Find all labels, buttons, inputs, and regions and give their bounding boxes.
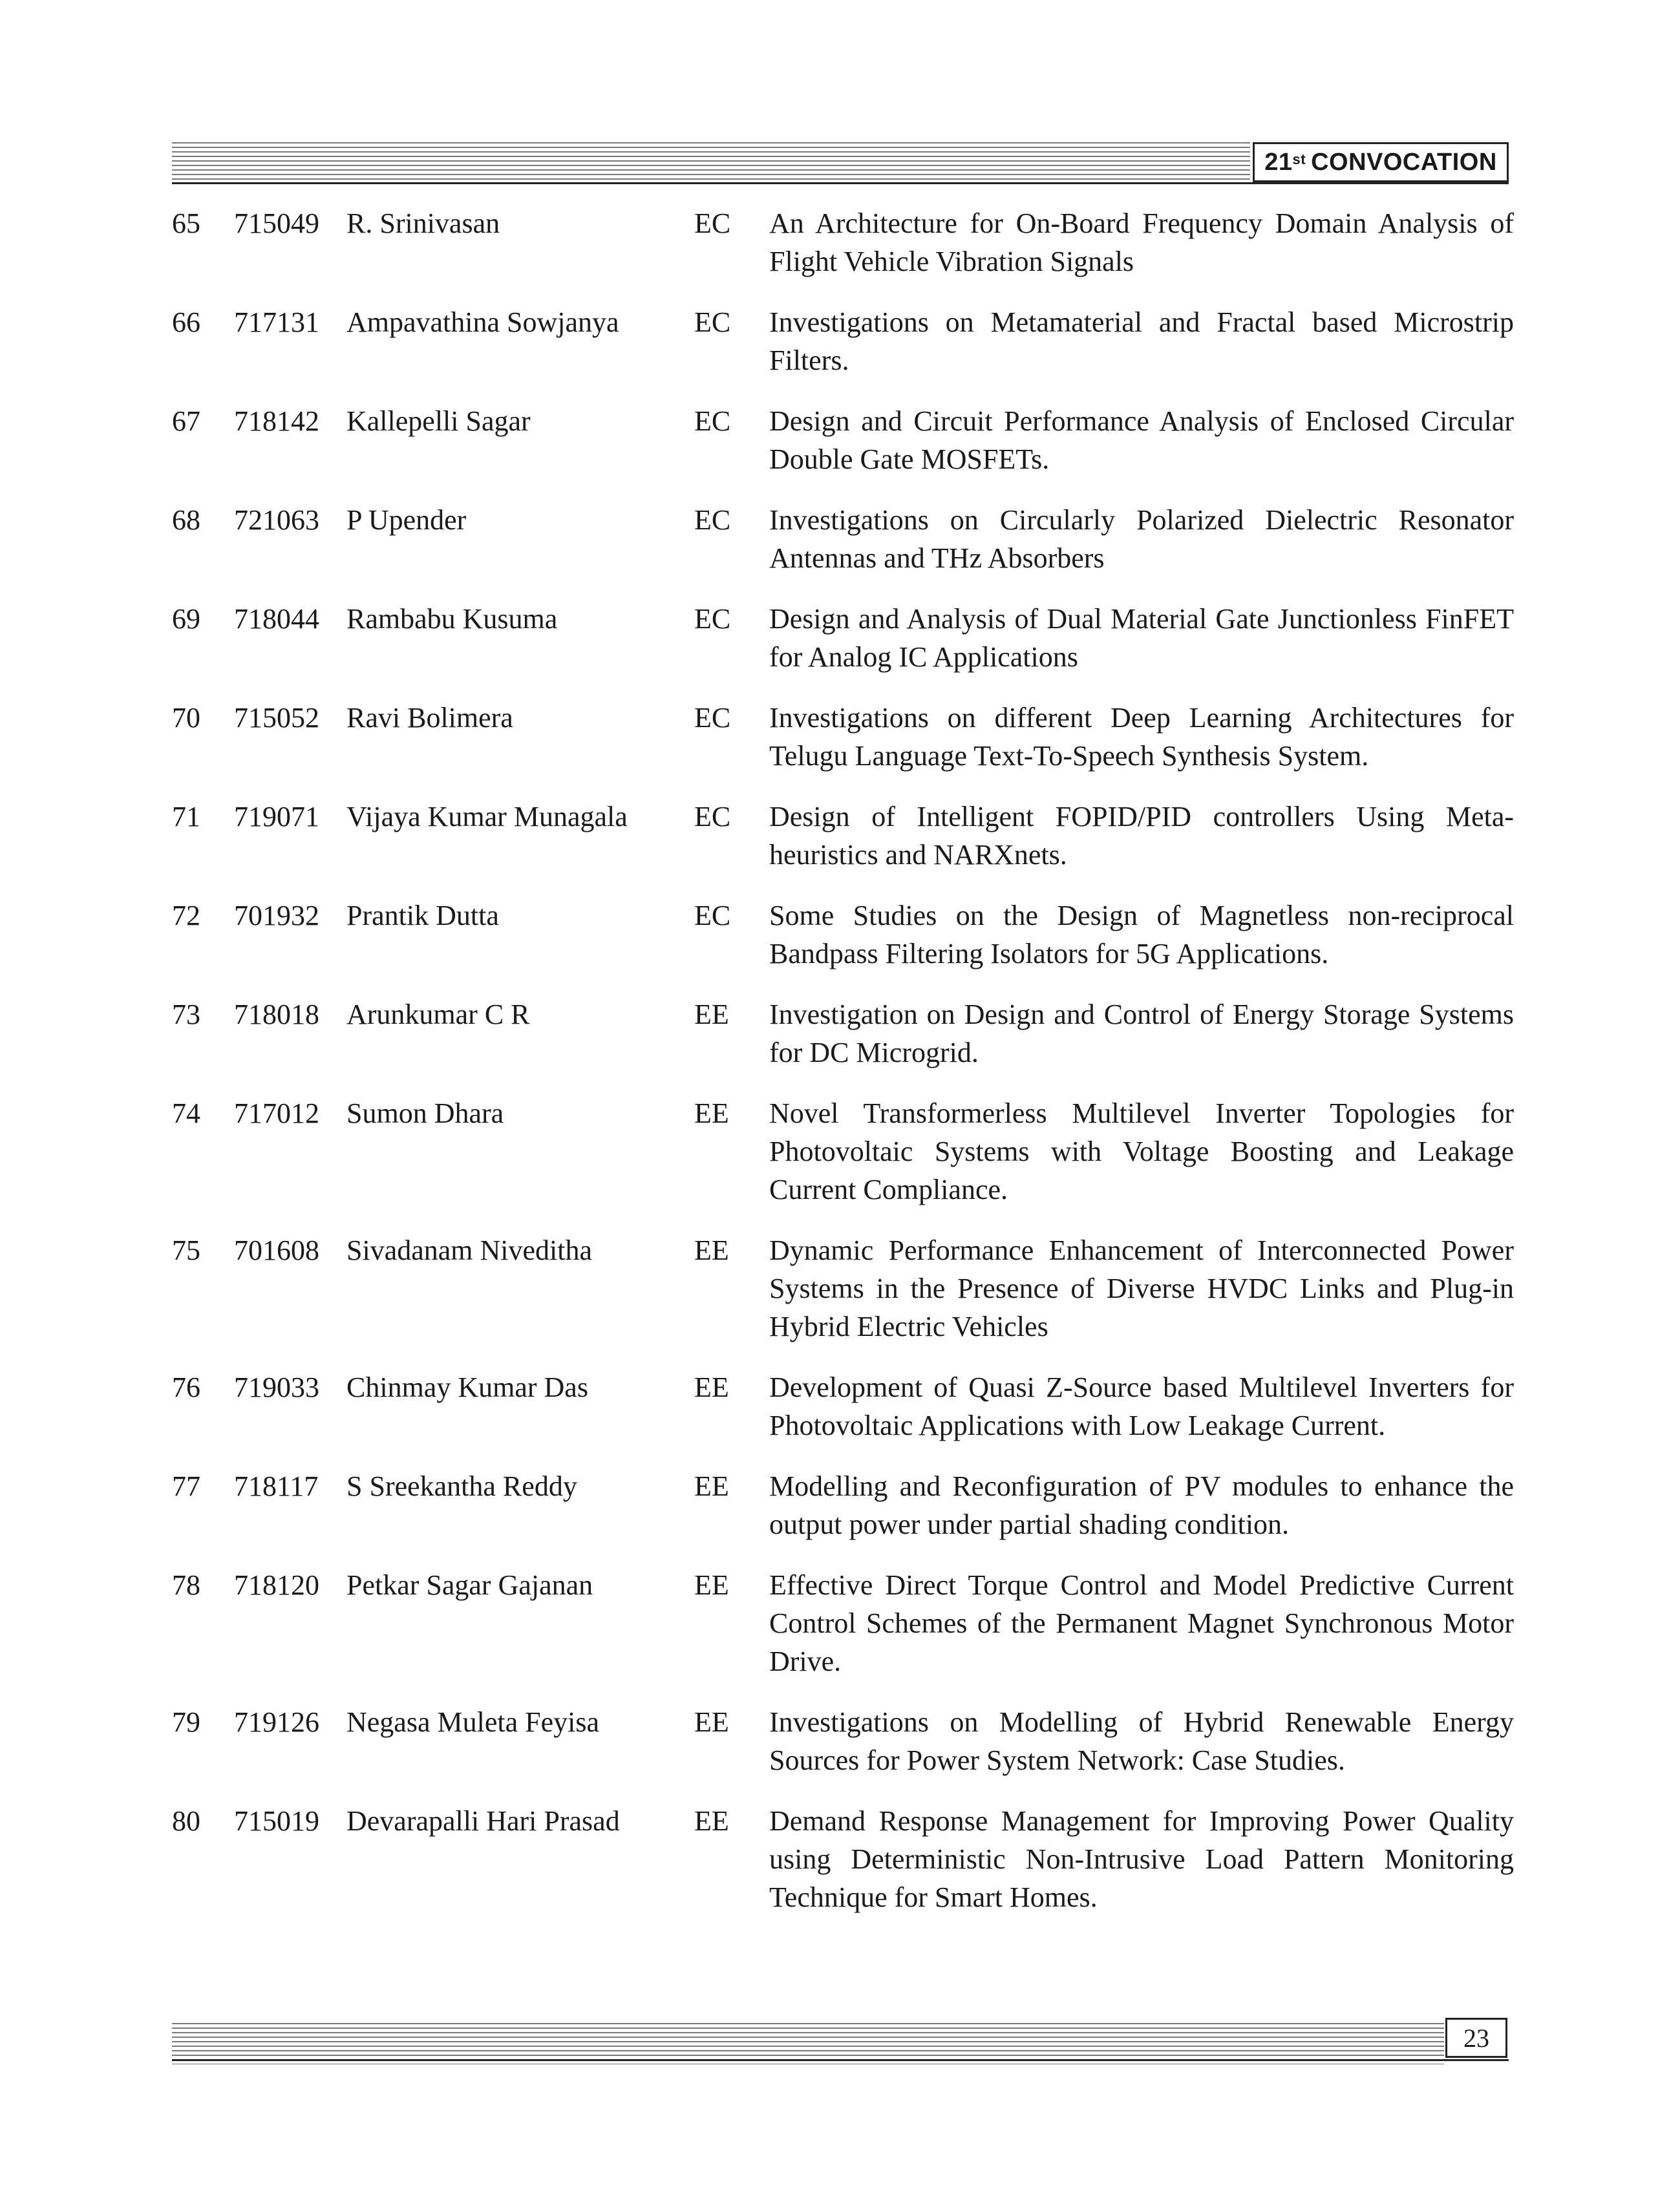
serial-number: 66: [172, 306, 200, 338]
serial-number: 65: [172, 207, 200, 239]
serial-number: 75: [172, 1234, 200, 1266]
thesis-title: Design and Analysis of Dual Material Gate Junctionless FinFET for Analog IC Applications: [769, 603, 1514, 673]
roll-number: 717012: [234, 1097, 319, 1129]
serial-number: 68: [172, 504, 200, 536]
roll-number: 718120: [234, 1569, 319, 1601]
scholar-name: Petkar Sagar Gajanan: [346, 1569, 593, 1601]
thesis-title: Investigations on Metamaterial and Fractal based Microstrip Filters.: [769, 306, 1514, 376]
table-row: [172, 1566, 1514, 1680]
department: EE: [694, 1234, 729, 1266]
table-row: [172, 303, 1514, 379]
serial-number: 80: [172, 1805, 200, 1837]
roll-number: 718018: [234, 999, 319, 1030]
roll-number: 719071: [234, 801, 319, 832]
roll-number: 715049: [234, 207, 319, 239]
scholar-name: Ampavathina Sowjanya: [346, 306, 619, 338]
page-number: 23: [1445, 2018, 1507, 2058]
thesis-title: Investigations on different Deep Learning Architectures for Telugu Language Text-To-Speech Synthesis System.: [769, 702, 1514, 772]
table-row: [172, 402, 1514, 478]
thesis-title: Investigation on Design and Control of Energy Storage Systems for DC Microgrid.: [769, 999, 1514, 1068]
serial-number: 76: [172, 1371, 200, 1403]
department: EE: [694, 1569, 729, 1601]
table-row: [172, 896, 1514, 973]
thesis-title: Dynamic Performance Enhancement of Interconnected Power Systems in the Presence of Diverse HVDC Links and Plug-in Hybrid Electric Vehicles: [769, 1234, 1514, 1342]
table-row: [172, 1703, 1514, 1779]
header-base-rule: [172, 182, 1509, 184]
scholar-name: Kallepelli Sagar: [346, 405, 531, 437]
department: EC: [694, 702, 731, 734]
roll-number: 715052: [234, 702, 319, 734]
roll-number: 718142: [234, 405, 319, 437]
serial-number: 70: [172, 702, 200, 734]
serial-number: 74: [172, 1097, 200, 1129]
scholar-name: Vijaya Kumar Munagala: [346, 801, 628, 832]
department: EC: [694, 504, 731, 536]
scholar-name: Sumon Dhara: [346, 1097, 504, 1129]
convocation-number: 21: [1264, 148, 1293, 176]
roll-number: 715019: [234, 1805, 319, 1837]
department: EC: [694, 405, 731, 437]
table-row: [172, 1368, 1514, 1445]
table-row: [172, 1802, 1514, 1916]
department: EC: [694, 603, 731, 635]
department: EE: [694, 999, 729, 1030]
serial-number: 69: [172, 603, 200, 635]
thesis-title: Demand Response Management for Improving Power Quality using Deterministic Non-Intrusive Load Pattern Monitoring Technique for Smart Homes.: [769, 1805, 1514, 1913]
roll-number: 718044: [234, 603, 319, 635]
convocation-badge: [1253, 142, 1509, 182]
thesis-title: Some Studies on the Design of Magnetless non-reciprocal Bandpass Filtering Isolators for 5G Applications.: [769, 900, 1514, 969]
thesis-title: Design of Intelligent FOPID/PID controllers Using Meta-heuristics and NARXnets.: [769, 801, 1514, 871]
department: EE: [694, 1805, 729, 1837]
thesis-title: Modelling and Reconfiguration of PV modules to enhance the output power under partial shading condition.: [769, 1470, 1514, 1540]
scholar-name: S Sreekantha Reddy: [346, 1470, 577, 1502]
scholar-name: Prantik Dutta: [346, 900, 499, 931]
scholar-name: Arunkumar C R: [346, 999, 530, 1030]
thesis-title: Novel Transformerless Multilevel Inverter Topologies for Photovoltaic Systems with Voltage Boosting and Leakage Current Compliance.: [769, 1097, 1514, 1205]
department: EC: [694, 306, 731, 338]
serial-number: 73: [172, 999, 200, 1030]
department: EE: [694, 1706, 729, 1738]
department: EE: [694, 1470, 729, 1502]
serial-number: 67: [172, 405, 200, 437]
thesis-title: Effective Direct Torque Control and Model Predictive Current Control Schemes of the Permanent Magnet Synchronous Motor Drive.: [769, 1569, 1514, 1677]
scholar-name: Sivadanam Niveditha: [346, 1234, 593, 1266]
table-row: [172, 1094, 1514, 1209]
scholar-name: Chinmay Kumar Das: [346, 1371, 588, 1403]
scholar-name: Ravi Bolimera: [346, 702, 513, 734]
roll-number: 718117: [234, 1470, 319, 1502]
department: EC: [694, 900, 731, 931]
footer-rule-lines: [172, 2023, 1444, 2064]
thesis-title: Design and Circuit Performance Analysis of Enclosed Circular Double Gate MOSFETs.: [769, 405, 1514, 475]
serial-number: 71: [172, 801, 200, 832]
serial-number: 77: [172, 1470, 200, 1502]
serial-number: 79: [172, 1706, 200, 1738]
scholar-name: P Upender: [346, 504, 467, 536]
table-row: [172, 204, 1514, 280]
department: EE: [694, 1097, 729, 1129]
roll-number: 721063: [234, 504, 319, 536]
serial-number: 72: [172, 900, 200, 931]
thesis-title: Investigations on Modelling of Hybrid Renewable Energy Sources for Power System Network: Case Studies.: [769, 1706, 1514, 1776]
thesis-list: [172, 204, 1514, 1939]
table-row: [172, 501, 1514, 577]
table-row: [172, 600, 1514, 676]
thesis-title: An Architecture for On-Board Frequency Domain Analysis of Flight Vehicle Vibration Signals: [769, 207, 1514, 277]
roll-number: 719033: [234, 1371, 319, 1403]
scholar-name: Devarapalli Hari Prasad: [346, 1805, 620, 1837]
thesis-title: Development of Quasi Z-Source based Multilevel Inverters for Photovoltaic Applications with Low Leakage Current.: [769, 1371, 1514, 1441]
thesis-title: Investigations on Circularly Polarized Dielectric Resonator Antennas and THz Absorbers: [769, 504, 1514, 574]
footer-base-rule: [172, 2059, 1509, 2061]
scholar-name: Rambabu Kusuma: [346, 603, 558, 635]
table-row: [172, 1467, 1514, 1543]
header-rule-lines: [172, 142, 1250, 184]
department: EC: [694, 801, 731, 832]
serial-number: 78: [172, 1569, 200, 1601]
roll-number: 701608: [234, 1234, 319, 1266]
roll-number: 717131: [234, 306, 319, 338]
convocation-title: CONVOCATION: [1311, 148, 1497, 176]
roll-number: 701932: [234, 900, 319, 931]
table-row: [172, 699, 1514, 775]
scholar-name: Negasa Muleta Feyisa: [346, 1706, 599, 1738]
scholar-name: R. Srinivasan: [346, 207, 500, 239]
department: EE: [694, 1371, 729, 1403]
table-row: [172, 995, 1514, 1072]
roll-number: 719126: [234, 1706, 319, 1738]
convocation-ordinal-suffix: st: [1292, 151, 1306, 167]
table-row: [172, 798, 1514, 874]
department: EC: [694, 207, 731, 239]
table-row: [172, 1231, 1514, 1346]
